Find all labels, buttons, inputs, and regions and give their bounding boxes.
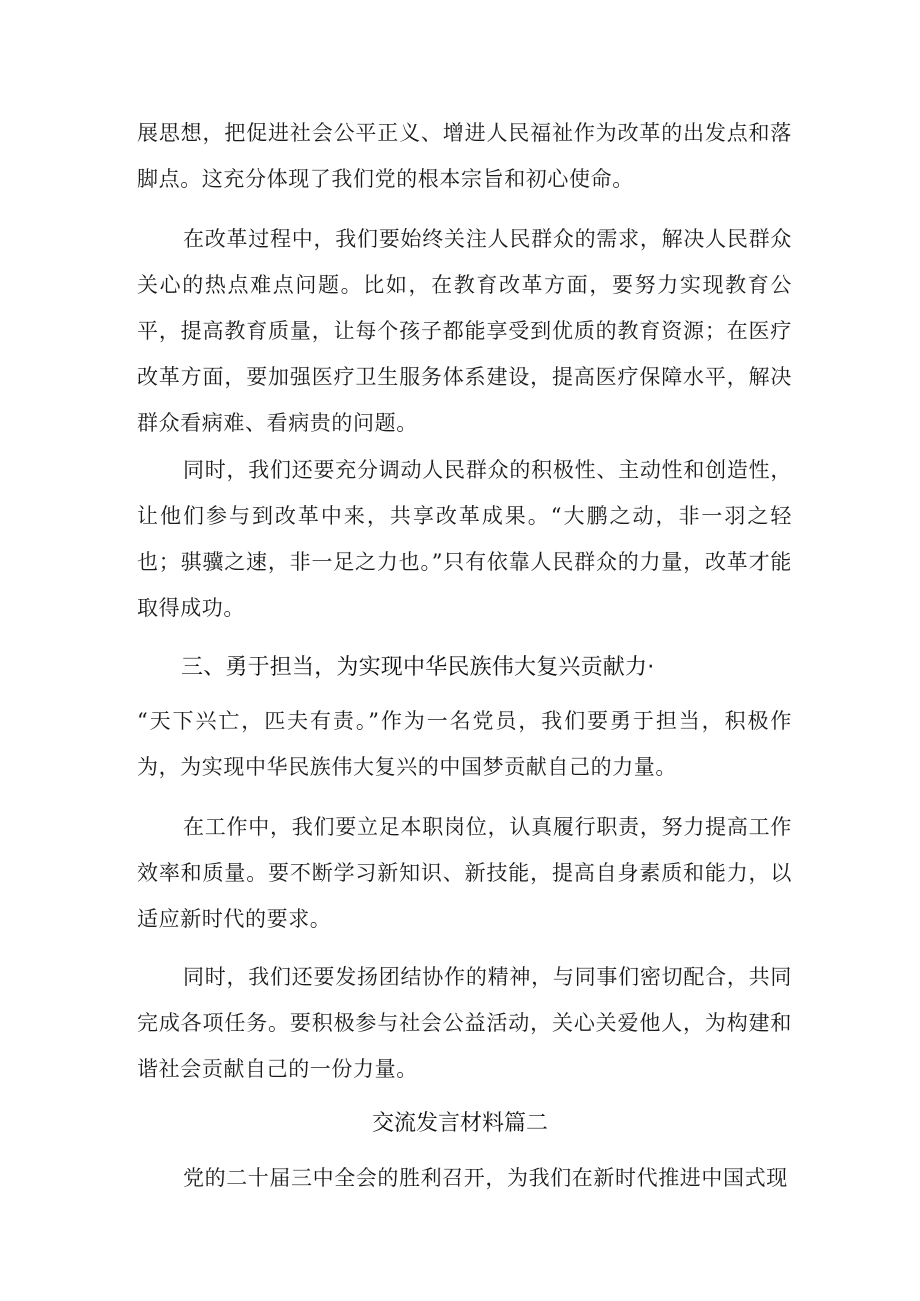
document-section-title: 交流发言材料篇二: [371, 1111, 548, 1136]
paragraph-1: 展思想，把促进社会公平正义、增进人民福祉作为改革的出发点和落脚点。这充分体现了我们党的根本宗旨和初心使命。: [137, 121, 792, 191]
paragraph-7: 党的二十届三中全会的胜利召开，为我们在新时代推进中国式现: [183, 1166, 788, 1190]
paragraph-6: 同时，我们还要发扬团结协作的精神，与同事们密切配合，共同完成各项任务。要积极参与社会公益活动，关心关爱他人，为构建和谐社会贡献自己的一份力量。: [137, 965, 792, 1081]
section-heading-3: 三、勇于担当，为实现中华民族伟大复兴贡献力·: [181, 655, 655, 680]
paragraph-3: 同时，我们还要充分调动人民群众的积极性、主动性和创造性，让他们参与到改革中来，共享改革成果。“大鹏之动，非一羽之轻也；骐骥之速，非一足之力也。”只有依靠人民群众的力量，改革才能取得成功。: [137, 458, 792, 620]
paragraph-2: 在改革过程中，我们要始终关注人民群众的需求，解决人民群众关心的热点难点问题。比如，在教育改革方面，要努力实现教育公平，提高教育质量，让每个孩子都能享受到优质的教育资源；在医疗改革方面，要加强医疗卫生服务体系建设，提高医疗保障水平，解决群众看病难、看病贵的问题。: [137, 227, 792, 435]
paragraph-5: 在工作中，我们要立足本职岗位，认真履行职责，努力提高工作效率和质量。要不断学习新知识、新技能，提高自身素质和能力，以适应新时代的要求。: [137, 815, 792, 931]
paragraph-4: “天下兴亡，匹夫有责。”作为一名党员，我们要勇于担当，积极作为，为实现中华民族伟大复兴的中国梦贡献自己的力量。: [137, 709, 792, 779]
